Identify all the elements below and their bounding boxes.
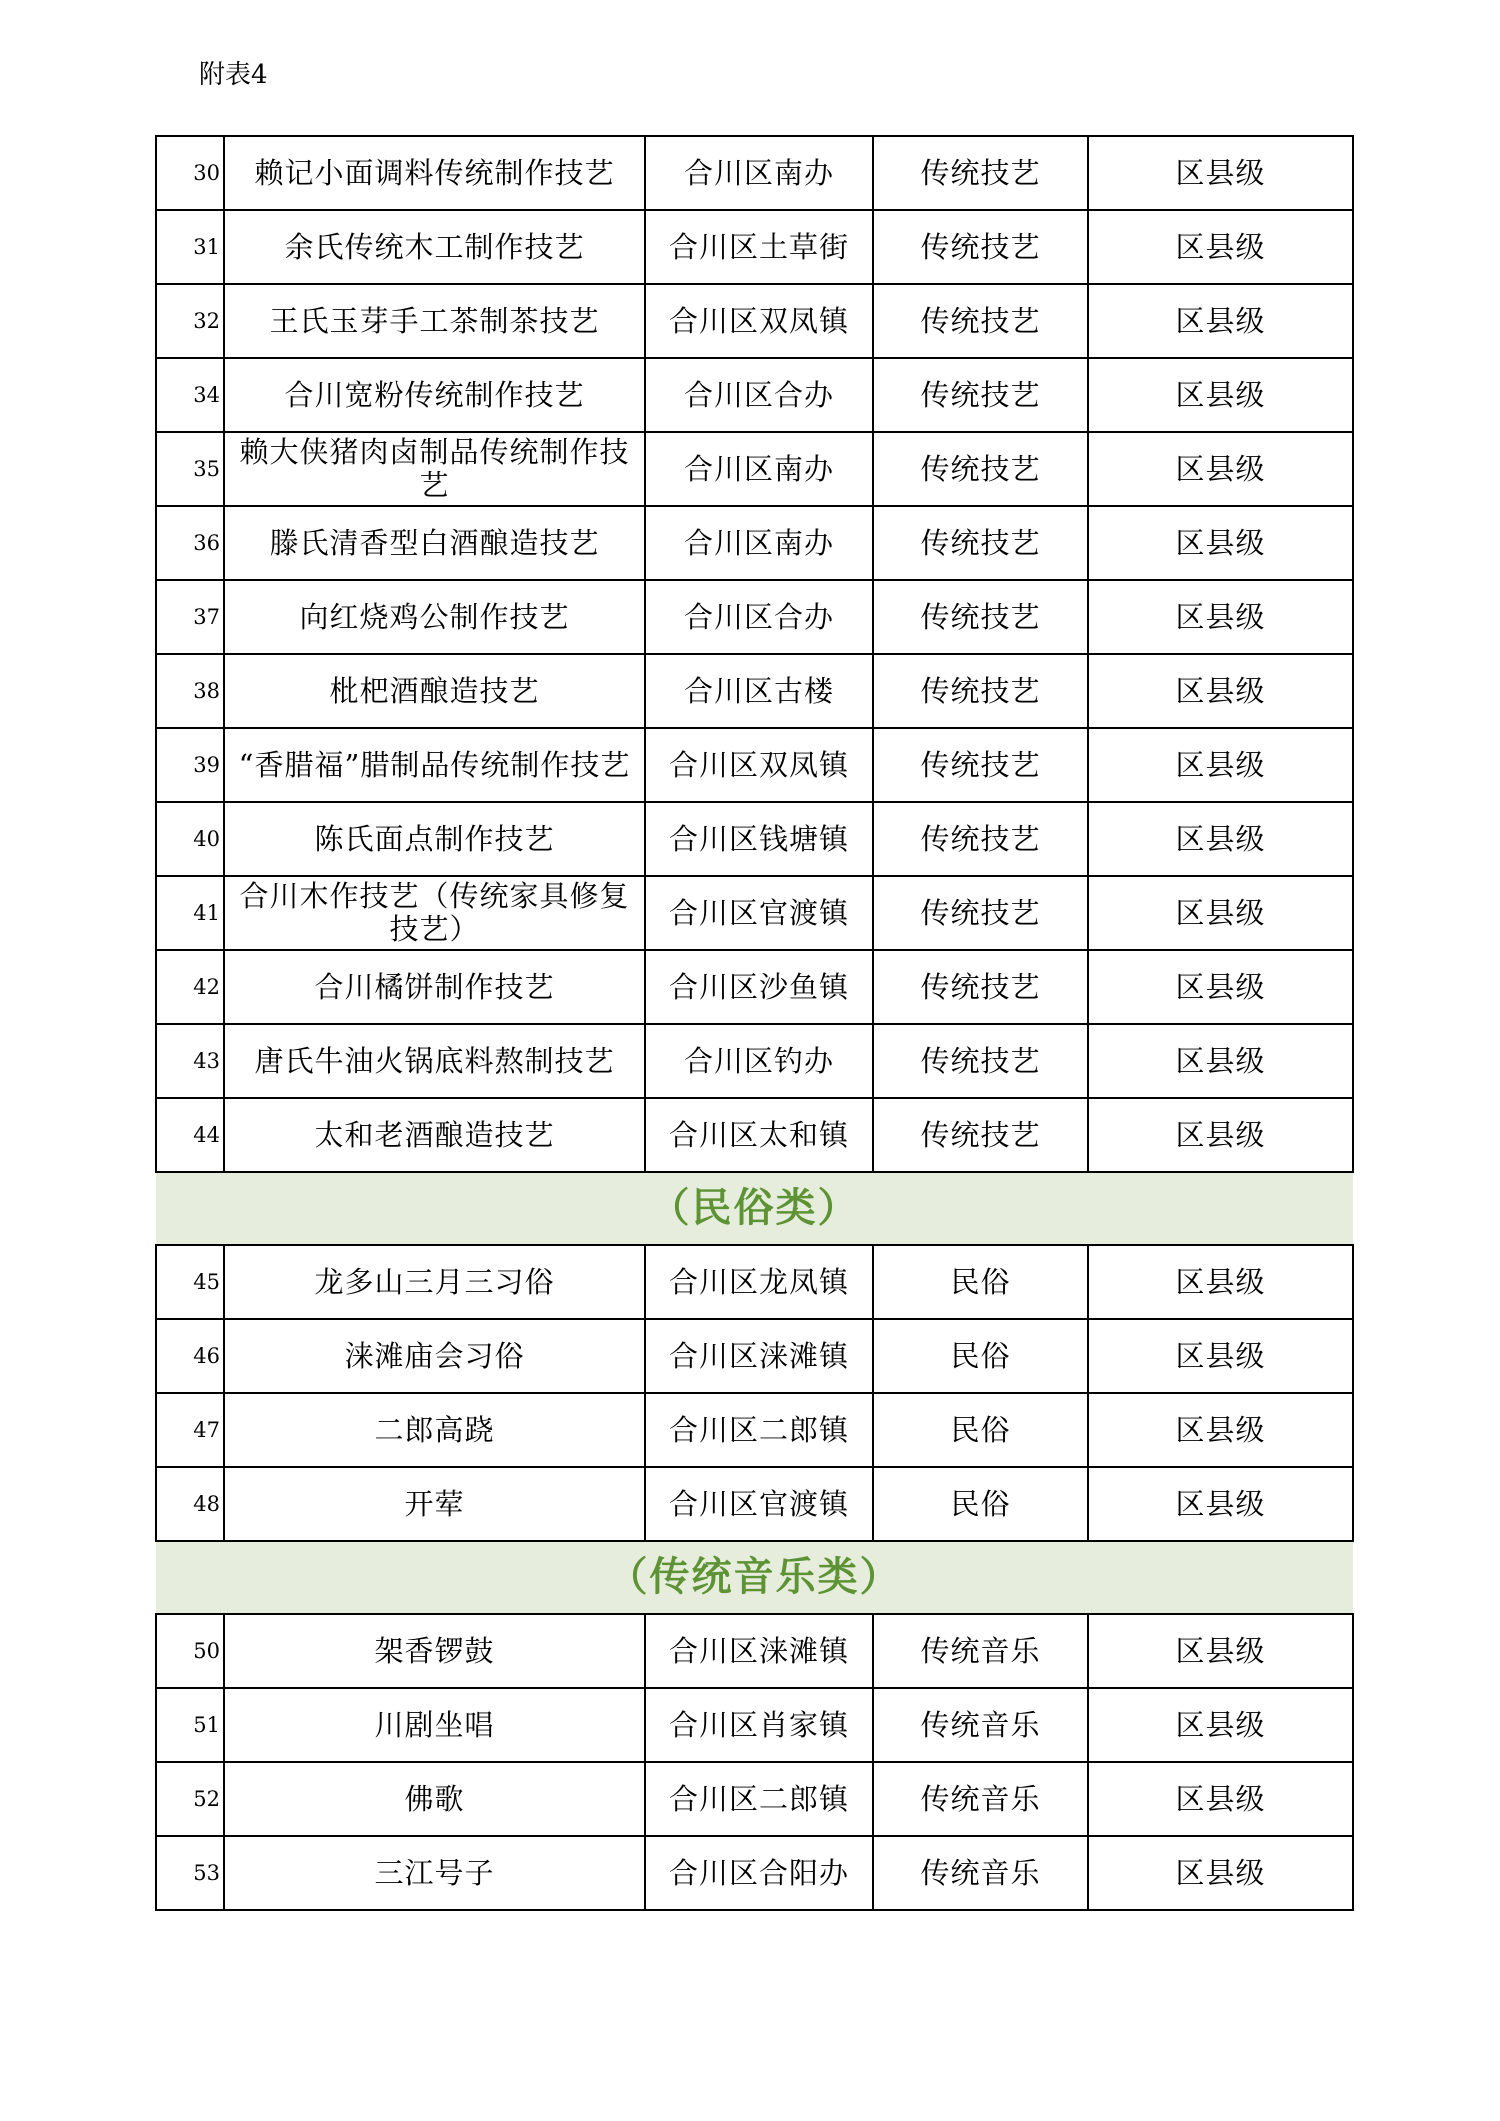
row-number: 43 bbox=[156, 1024, 224, 1098]
item-level: 区县级 bbox=[1088, 1614, 1353, 1688]
table-row bbox=[156, 1762, 1353, 1836]
item-location: 合川区合办 bbox=[645, 580, 873, 654]
table-row bbox=[156, 432, 1353, 506]
item-name: 向红烧鸡公制作技艺 bbox=[224, 580, 645, 654]
row-number: 32 bbox=[156, 284, 224, 358]
section-title: （传统音乐类） bbox=[156, 1541, 1353, 1614]
section-header-row bbox=[156, 1172, 1353, 1245]
item-location: 合川区钓办 bbox=[645, 1024, 873, 1098]
item-location: 合川区古楼 bbox=[645, 654, 873, 728]
row-number: 34 bbox=[156, 358, 224, 432]
table-row bbox=[156, 1836, 1353, 1910]
item-level: 区县级 bbox=[1088, 1836, 1353, 1910]
item-level: 区县级 bbox=[1088, 802, 1353, 876]
item-category: 传统音乐 bbox=[873, 1688, 1088, 1762]
table-row bbox=[156, 1024, 1353, 1098]
row-number: 31 bbox=[156, 210, 224, 284]
item-level: 区县级 bbox=[1088, 1467, 1353, 1541]
item-level: 区县级 bbox=[1088, 654, 1353, 728]
item-category: 传统技艺 bbox=[873, 876, 1088, 950]
item-name: 合川宽粉传统制作技艺 bbox=[224, 358, 645, 432]
row-number: 36 bbox=[156, 506, 224, 580]
item-category: 传统技艺 bbox=[873, 136, 1088, 210]
item-location: 合川区龙凤镇 bbox=[645, 1245, 873, 1319]
item-level: 区县级 bbox=[1088, 506, 1353, 580]
item-category: 民俗 bbox=[873, 1393, 1088, 1467]
item-location: 合川区双凤镇 bbox=[645, 284, 873, 358]
table-row bbox=[156, 876, 1353, 950]
item-name: 龙多山三月三习俗 bbox=[224, 1245, 645, 1319]
item-name: “香腊福”腊制品传统制作技艺 bbox=[224, 728, 645, 802]
page-label: 附表4 bbox=[199, 60, 268, 90]
item-level: 区县级 bbox=[1088, 580, 1353, 654]
row-number: 47 bbox=[156, 1393, 224, 1467]
item-level: 区县级 bbox=[1088, 1688, 1353, 1762]
item-level: 区县级 bbox=[1088, 432, 1353, 506]
item-category: 传统技艺 bbox=[873, 728, 1088, 802]
row-number: 44 bbox=[156, 1098, 224, 1172]
item-category: 民俗 bbox=[873, 1467, 1088, 1541]
item-level: 区县级 bbox=[1088, 1245, 1353, 1319]
item-category: 民俗 bbox=[873, 1245, 1088, 1319]
row-number: 50 bbox=[156, 1614, 224, 1688]
table-row bbox=[156, 1098, 1353, 1172]
item-name: 赖记小面调料传统制作技艺 bbox=[224, 136, 645, 210]
table-row bbox=[156, 506, 1353, 580]
item-category: 传统技艺 bbox=[873, 1024, 1088, 1098]
row-number: 52 bbox=[156, 1762, 224, 1836]
row-number: 48 bbox=[156, 1467, 224, 1541]
item-location: 合川区双凤镇 bbox=[645, 728, 873, 802]
item-category: 传统技艺 bbox=[873, 654, 1088, 728]
row-number: 35 bbox=[156, 432, 224, 506]
item-location: 合川区沙鱼镇 bbox=[645, 950, 873, 1024]
row-number: 40 bbox=[156, 802, 224, 876]
item-location: 合川区南办 bbox=[645, 506, 873, 580]
item-location: 合川区官渡镇 bbox=[645, 1467, 873, 1541]
item-location: 合川区南办 bbox=[645, 432, 873, 506]
item-category: 传统技艺 bbox=[873, 1098, 1088, 1172]
item-category: 传统技艺 bbox=[873, 802, 1088, 876]
table-row bbox=[156, 580, 1353, 654]
item-location: 合川区二郎镇 bbox=[645, 1762, 873, 1836]
item-name: 川剧坐唱 bbox=[224, 1688, 645, 1762]
item-location: 合川区合办 bbox=[645, 358, 873, 432]
row-number: 39 bbox=[156, 728, 224, 802]
item-name: 合川橘饼制作技艺 bbox=[224, 950, 645, 1024]
row-number: 30 bbox=[156, 136, 224, 210]
table-row bbox=[156, 358, 1353, 432]
item-level: 区县级 bbox=[1088, 728, 1353, 802]
item-location: 合川区涞滩镇 bbox=[645, 1614, 873, 1688]
row-number: 41 bbox=[156, 876, 224, 950]
item-name: 合川木作技艺（传统家具修复技艺） bbox=[224, 876, 645, 950]
item-level: 区县级 bbox=[1088, 1024, 1353, 1098]
item-location: 合川区南办 bbox=[645, 136, 873, 210]
row-number: 37 bbox=[156, 580, 224, 654]
item-name: 太和老酒酿造技艺 bbox=[224, 1098, 645, 1172]
item-name: 陈氏面点制作技艺 bbox=[224, 802, 645, 876]
item-location: 合川区二郎镇 bbox=[645, 1393, 873, 1467]
item-category: 传统技艺 bbox=[873, 580, 1088, 654]
table-row bbox=[156, 802, 1353, 876]
table-row bbox=[156, 284, 1353, 358]
item-name: 架香锣鼓 bbox=[224, 1614, 645, 1688]
item-category: 传统技艺 bbox=[873, 358, 1088, 432]
table-row bbox=[156, 654, 1353, 728]
item-name: 佛歌 bbox=[224, 1762, 645, 1836]
table-row bbox=[156, 1467, 1353, 1541]
table-row bbox=[156, 1245, 1353, 1319]
item-location: 合川区太和镇 bbox=[645, 1098, 873, 1172]
row-number: 51 bbox=[156, 1688, 224, 1762]
item-category: 传统技艺 bbox=[873, 506, 1088, 580]
item-location: 合川区合阳办 bbox=[645, 1836, 873, 1910]
item-name: 二郎高跷 bbox=[224, 1393, 645, 1467]
item-level: 区县级 bbox=[1088, 284, 1353, 358]
table-row bbox=[156, 136, 1353, 210]
item-level: 区县级 bbox=[1088, 1393, 1353, 1467]
item-level: 区县级 bbox=[1088, 876, 1353, 950]
row-number: 45 bbox=[156, 1245, 224, 1319]
item-category: 传统技艺 bbox=[873, 432, 1088, 506]
item-level: 区县级 bbox=[1088, 210, 1353, 284]
item-name: 枇杷酒酿造技艺 bbox=[224, 654, 645, 728]
row-number: 46 bbox=[156, 1319, 224, 1393]
item-category: 传统音乐 bbox=[873, 1836, 1088, 1910]
table-body bbox=[156, 136, 1353, 1910]
item-name: 涞滩庙会习俗 bbox=[224, 1319, 645, 1393]
section-header-row bbox=[156, 1541, 1353, 1614]
row-number: 42 bbox=[156, 950, 224, 1024]
table-row bbox=[156, 1393, 1353, 1467]
item-level: 区县级 bbox=[1088, 950, 1353, 1024]
table-row bbox=[156, 1319, 1353, 1393]
item-name: 余氏传统木工制作技艺 bbox=[224, 210, 645, 284]
row-number: 53 bbox=[156, 1836, 224, 1910]
table-row bbox=[156, 1688, 1353, 1762]
item-location: 合川区涞滩镇 bbox=[645, 1319, 873, 1393]
item-level: 区县级 bbox=[1088, 1762, 1353, 1836]
item-name: 三江号子 bbox=[224, 1836, 645, 1910]
item-name: 赖大侠猪肉卤制品传统制作技艺 bbox=[224, 432, 645, 506]
item-category: 传统技艺 bbox=[873, 284, 1088, 358]
table-row bbox=[156, 210, 1353, 284]
table-row bbox=[156, 1614, 1353, 1688]
item-location: 合川区土草街 bbox=[645, 210, 873, 284]
item-location: 合川区官渡镇 bbox=[645, 876, 873, 950]
item-level: 区县级 bbox=[1088, 136, 1353, 210]
item-category: 传统音乐 bbox=[873, 1614, 1088, 1688]
item-level: 区县级 bbox=[1088, 358, 1353, 432]
row-number: 38 bbox=[156, 654, 224, 728]
item-level: 区县级 bbox=[1088, 1098, 1353, 1172]
heritage-table bbox=[155, 135, 1354, 1911]
item-category: 传统技艺 bbox=[873, 210, 1088, 284]
table-row bbox=[156, 950, 1353, 1024]
item-name: 开荤 bbox=[224, 1467, 645, 1541]
item-level: 区县级 bbox=[1088, 1319, 1353, 1393]
item-location: 合川区肖家镇 bbox=[645, 1688, 873, 1762]
item-category: 民俗 bbox=[873, 1319, 1088, 1393]
table-row bbox=[156, 728, 1353, 802]
item-category: 传统技艺 bbox=[873, 950, 1088, 1024]
item-name: 唐氏牛油火锅底料熬制技艺 bbox=[224, 1024, 645, 1098]
item-name: 王氏玉芽手工茶制茶技艺 bbox=[224, 284, 645, 358]
item-location: 合川区钱塘镇 bbox=[645, 802, 873, 876]
item-name: 滕氏清香型白酒酿造技艺 bbox=[224, 506, 645, 580]
section-title: （民俗类） bbox=[156, 1172, 1353, 1245]
item-category: 传统音乐 bbox=[873, 1762, 1088, 1836]
